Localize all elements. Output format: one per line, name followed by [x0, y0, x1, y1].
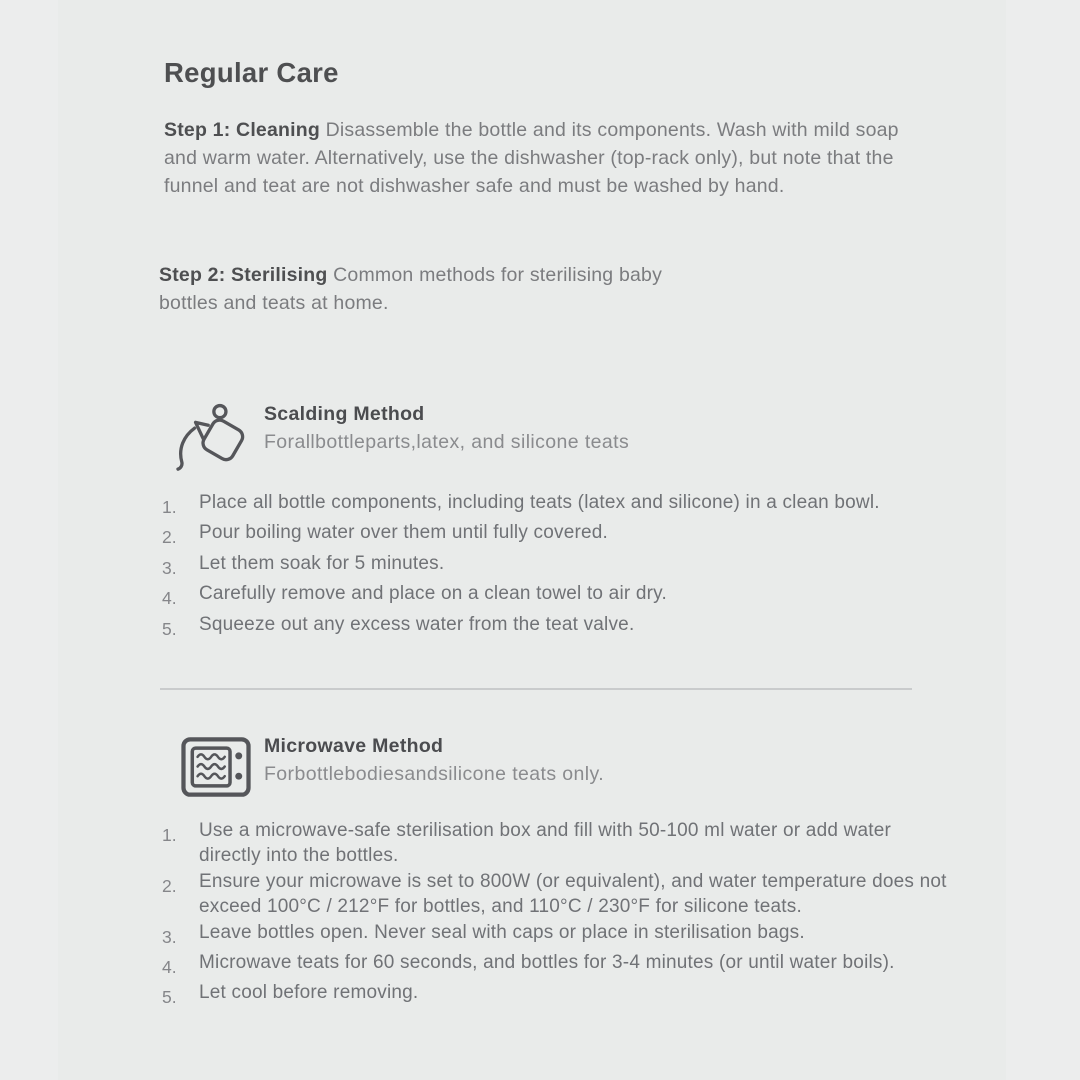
- microwave-icon: [181, 737, 251, 797]
- step2-text: Common methods for sterilising baby bottles and teats at home.: [159, 264, 663, 314]
- step2-label: Step 2: Sterilising: [159, 264, 328, 286]
- scalding-method-subtitle: Forallbottleparts,latex, and silicone teats: [264, 431, 630, 453]
- list-item-text: Place all bottle components, including teats (latex and silicone) in a clean bowl.: [199, 492, 880, 513]
- microwave-method-subtitle: Forbottlebodiesandsilicone teats only.: [264, 763, 605, 785]
- list-item: [162, 612, 950, 642]
- list-item-text: Let them soak for 5 minutes.: [199, 552, 445, 574]
- list-item: [162, 869, 952, 920]
- list-item-text: Carefully remove and place on a clean towel to air dry.: [199, 583, 667, 605]
- scalding-method-title: Scalding Method: [264, 403, 425, 425]
- page-title: Regular Care: [164, 57, 339, 88]
- list-item-number: 2.: [162, 527, 177, 548]
- list-item-number: 3.: [162, 926, 177, 947]
- list-item: [162, 520, 950, 550]
- list-item: [162, 551, 950, 581]
- list-item-number: 3.: [162, 557, 177, 578]
- kettle-pour-icon: [176, 396, 256, 474]
- microwave-method-title: Microwave Method: [264, 735, 444, 757]
- microwave-steps-list: [162, 818, 952, 1011]
- step1-paragraph: [164, 116, 932, 200]
- list-item-text: Let cool before removing.: [199, 982, 419, 1004]
- list-item-number: 4.: [162, 588, 177, 609]
- list-item: [162, 980, 952, 1010]
- step1-text: Disassemble the bottle and its components. Wash with mild soap and warm water. Alternatively, use the dishwasher (top-rack only), but note that the funnel and teat are not dishwasher safe and must be washed by hand.: [164, 119, 899, 197]
- list-item-number: 1.: [162, 497, 177, 517]
- list-item-text: Ensure your microwave is set to 800W (or equivalent), and water temperature does not exceed 100°C / 212°F for bottles, and 110°C / 230°F for silicone teats.: [199, 870, 947, 918]
- list-item: [162, 920, 952, 950]
- section-divider: [160, 688, 912, 690]
- list-item-text: Pour boiling water over them until fully covered.: [199, 522, 608, 544]
- list-item: [162, 490, 950, 520]
- list-item-text: Leave bottles open. Never seal with caps or place in sterilisation bags.: [199, 921, 805, 943]
- list-item: [162, 581, 950, 611]
- list-item-text: Squeeze out any excess water from the teat valve.: [199, 613, 635, 635]
- list-item-number: 1.: [162, 825, 177, 845]
- list-item: [162, 950, 952, 980]
- step1-label: Step 1: Cleaning: [164, 119, 320, 141]
- list-item-number: 5.: [162, 987, 177, 1008]
- list-item-number: 2.: [162, 875, 177, 896]
- list-item-text: Microwave teats for 60 seconds, and bottles for 3-4 minutes (or until water boils).: [199, 952, 895, 974]
- list-item-number: 5.: [162, 618, 177, 639]
- list-item-number: 4.: [162, 957, 177, 978]
- step2-paragraph: [159, 261, 679, 317]
- list-item: [162, 818, 952, 869]
- scalding-steps-list: [162, 490, 950, 642]
- list-item-text: Use a microwave-safe sterilisation box and fill with 50-100 ml water or add water directly into the bottles.: [199, 820, 892, 867]
